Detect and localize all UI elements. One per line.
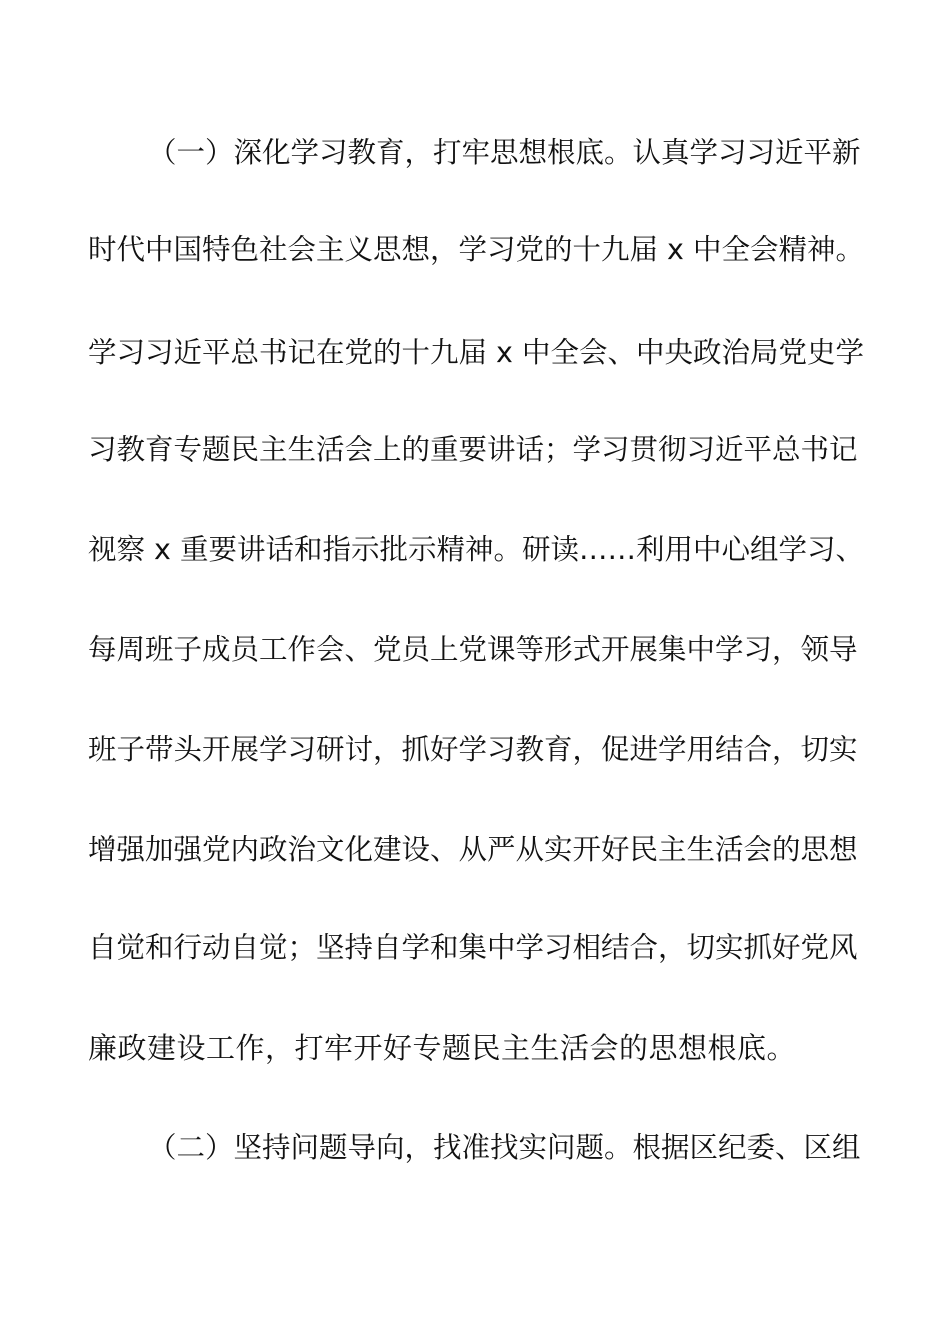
paragraph-1-line-3: 学习习近平总书记在党的十九届 x 中全会、中央政治局党史学 bbox=[88, 336, 864, 369]
paragraph-1-line-10: 廉政建设工作，打牢开好专题民主生活会的思想根底。 bbox=[88, 1031, 797, 1065]
paragraph-1-line-8: 增强加强党内政治文化建设、从严从实开好民主生活会的思想 bbox=[88, 833, 858, 866]
paragraph-1-line-9: 自觉和行动自觉；坚持自学和集中学习相结合，切实抓好党风 bbox=[88, 931, 858, 964]
paragraph-1-line-7: 班子带头开展学习研讨，抓好学习教育，促进学用结合，切实 bbox=[88, 733, 858, 766]
paragraph-1-line-6: 每周班子成员工作会、党员上党课等形式开展集中学习，领导 bbox=[88, 633, 858, 666]
paragraph-1-line-5: 视察 x 重要讲话和指示批示精神。研读……利用中心组学习、 bbox=[88, 533, 864, 566]
paragraph-1-line-4: 习教育专题民主生活会上的重要讲话；学习贯彻习近平总书记 bbox=[88, 433, 858, 466]
paragraph-1-line-2: 时代中国特色社会主义思想，学习党的十九届 x 中全会精神。 bbox=[88, 233, 864, 266]
paragraph-1-line-1: （一）深化学习教育，打牢思想根底。认真学习习近平新 bbox=[148, 136, 861, 169]
paragraph-2-line-1: （二）坚持问题导向，找准找实问题。根据区纪委、区组 bbox=[148, 1131, 861, 1164]
